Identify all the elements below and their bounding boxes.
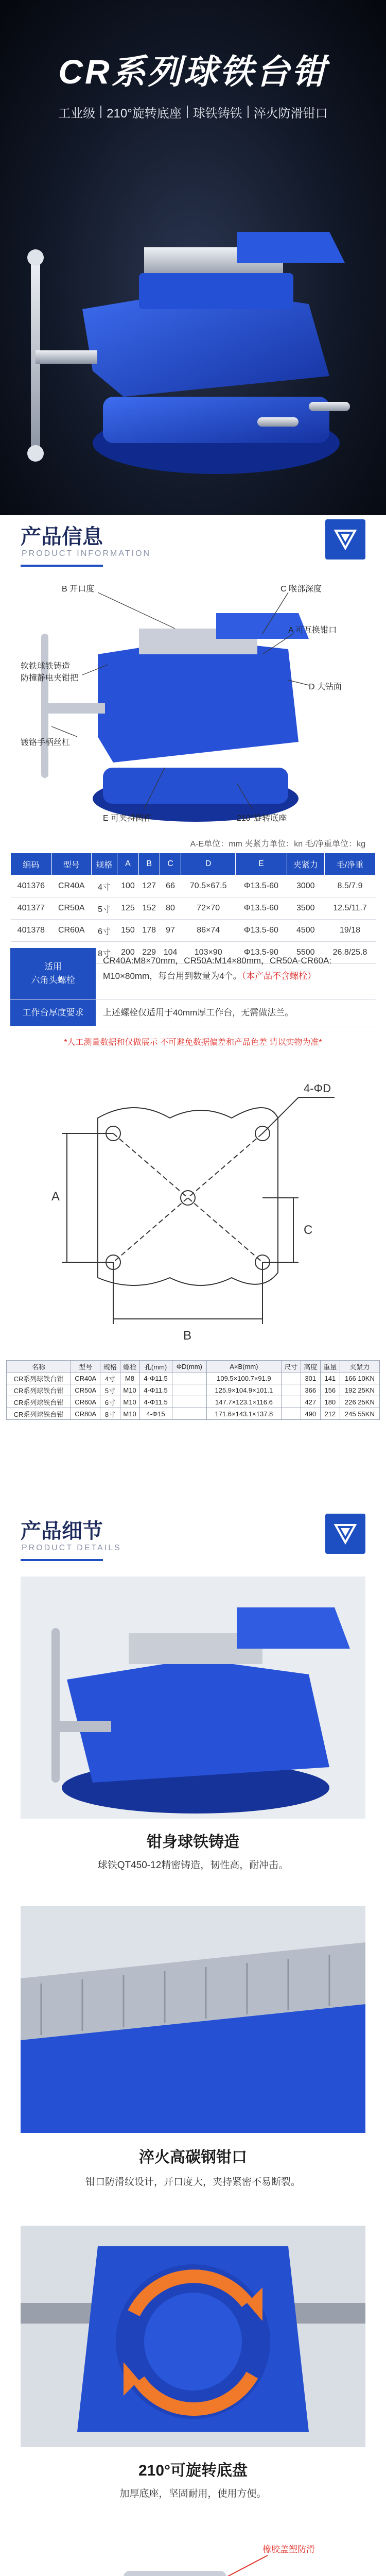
callout-screw: 镀铬手柄丝杠 [21,738,71,747]
spec-row [11,897,376,920]
detail-title: 钳身球铁铸造 [147,1834,239,1851]
spec-row [11,875,376,897]
detail-body-image [21,1577,365,1819]
table-cell: 66 [160,875,181,897]
hero-title: CR系列球铁台钳 [58,53,328,91]
table-cell: 171.6×143.1×137.8 [207,1408,282,1420]
table-cell: 401376 [11,875,52,897]
label-rubber-cap: 橡胶盖塑防滑 [262,2545,315,2554]
mounting-row [7,1384,380,1396]
table-cell: 5寸 [100,1384,120,1396]
table-cell: 180 [320,1396,340,1408]
detail-screw-image [21,2535,365,2576]
table-cell: CR60A [51,920,91,942]
column-header: 毛/净重 [325,853,376,875]
table-cell [281,1396,301,1408]
table-cell: 125 [117,897,138,920]
note-body: CR40A:M8×70mm，CR50A:M14×80mm，CR50A-CR60A: M10×80mm，每台用到数量为4个。 [103,956,332,981]
table-cell: 5500 [287,942,324,964]
feature-2: 210°旋转底座 [107,106,182,121]
mounting-table-body [7,1372,380,1420]
table-cell: 12.5/11.7 [325,897,376,920]
dim-c-label: C [304,1223,313,1237]
column-header: 孔(mm) [139,1361,172,1372]
table-cell: 97 [160,920,181,942]
table-cell: 72×70 [181,897,236,920]
brand-logo-icon [325,519,365,560]
detail-caption [21,2133,365,2205]
note-row [10,948,376,1000]
column-header: C [160,853,181,875]
column-header: 名称 [7,1361,71,1372]
column-header: 尺寸 [281,1361,301,1372]
callout-c: C 喉部深度 [280,585,322,594]
vise-hero-image [21,155,371,495]
table-cell: 6寸 [91,920,117,942]
table-cell: 104 [160,942,181,964]
column-header: 型号 [51,853,91,875]
column-header: A [117,853,138,875]
table-cell: CR60A [71,1396,100,1408]
note-row [10,1000,376,1026]
table-cell: CR40A [71,1372,100,1384]
column-header: A×B(mm) [207,1361,282,1372]
column-header: 夹紧力 [287,853,324,875]
note-text [96,948,376,999]
note-label: 适用 六角头螺栓 [10,948,96,999]
section-subtitle: PRODUCT INFORMATION [22,549,151,558]
spec-table-header [11,853,376,875]
table-cell: 245 55KN [340,1408,379,1420]
table-cell: 401378 [11,920,52,942]
table-cell: 200 [117,942,138,964]
table-cell: 125.9×104.9×101.1 [207,1384,282,1396]
vise-diagram [21,572,365,829]
table-cell: 229 [138,942,160,964]
product-info-header [21,515,365,572]
note-text: 上述螺栓仅适用于40mm厚工作台，无需做法兰。 [103,1008,294,1018]
column-header: 高度 [301,1361,320,1372]
section-title: 产品细节 [21,1520,103,1543]
detail-caption [21,1819,365,1886]
table-cell: 178 [138,920,160,942]
table-cell: 147.7×123.1×116.6 [207,1396,282,1408]
table-cell [172,1408,207,1420]
table-cell: 490 [301,1408,320,1420]
table-cell [172,1396,207,1408]
detail-panel-screw [21,2535,365,2576]
table-cell: 301 [301,1372,320,1384]
table-cell: 212 [320,1408,340,1420]
table-cell: CR50A [71,1384,100,1396]
mounting-drawing [31,1061,355,1350]
spec-row [11,920,376,942]
hero-banner [0,0,386,515]
table-cell: 109.5×100.7×91.9 [207,1372,282,1384]
feature-3: 球铁铸铁 [192,106,242,121]
column-header: ΦD(mm) [172,1361,207,1372]
column-header: 规格 [100,1361,120,1372]
units-note: A-E单位：mm 夹紧力单位：kn 毛/净重单位：kg [190,840,365,849]
table-cell: CR系列球铁台钳 [7,1408,71,1420]
detail-caption [21,2447,365,2514]
callout-base: 210°旋转底座 [237,814,287,823]
table-cell: CR50A [51,897,91,920]
table-cell: 192 25KN [340,1384,379,1396]
table-cell: 86×74 [181,920,236,942]
table-cell: 4-Φ15 [139,1408,172,1420]
table-cell: 152 [138,897,160,920]
brand-logo-icon [325,1514,365,1554]
dim-a-label: A [51,1190,60,1204]
table-cell: 150 [117,920,138,942]
table-cell [281,1408,301,1420]
table-cell: 127 [138,875,160,897]
table-cell: 4寸 [100,1372,120,1384]
vise-diagram-image [21,572,365,829]
table-cell: 4-Φ11.5 [139,1372,172,1384]
table-cell: 3500 [287,897,324,920]
section-subtitle: PRODUCT DETAILS [22,1544,121,1552]
section-title: 产品信息 [21,526,103,548]
column-header: 重量 [320,1361,340,1372]
detail-title: 淬火高碳钢钳口 [139,2149,247,2166]
detail-text: 球铁QT450-12精密铸造，韧性高，耐冲击。 [97,1860,289,1871]
table-cell: Φ13.5-60 [236,920,287,942]
column-header: 型号 [71,1361,100,1372]
mounting-table-header [7,1361,380,1372]
feature-4: 淬火防滑钳口 [253,106,328,121]
table-cell: 4-Φ11.5 [139,1396,172,1408]
column-header: 螺栓 [120,1361,139,1372]
callout-d: D 大钻面 [309,683,342,691]
mounting-row [7,1372,380,1384]
table-cell: Φ13.5-60 [236,897,287,920]
disclaimer: *人工测量数据和仅做展示 不可避免数据偏差和产品色差 请以实物为准* [64,1038,322,1047]
table-cell: CR80A [71,1408,100,1420]
table-cell: 5寸 [91,897,117,920]
table-cell: Φ13.5-90 [236,942,287,964]
product-details-header [21,1510,365,1566]
detail-title: 210°可旋转底盘 [138,2462,248,2479]
table-cell: 3000 [287,875,324,897]
dim-d-label: 4-ΦD [304,1082,331,1095]
table-cell: 8寸 [91,942,117,964]
install-notes [10,948,376,1026]
callout-a: A 可互换钳口 [288,626,337,635]
section-underline [21,1559,103,1561]
table-cell: 70.5×67.5 [181,875,236,897]
dim-b-label: B [183,1329,192,1343]
table-cell: 156 [320,1384,340,1396]
column-header: 夹紧力 [340,1361,379,1372]
column-header: D [181,853,236,875]
table-cell: 8.5/7.9 [325,875,376,897]
detail-base-image [21,2226,365,2447]
table-cell: CR系列球铁台钳 [7,1384,71,1396]
column-header: E [236,853,287,875]
detail-panel-jaw [21,1906,365,2205]
table-cell: CR系列球铁台钳 [7,1396,71,1408]
table-cell: M10 [120,1408,139,1420]
table-cell: 366 [301,1384,320,1396]
table-cell: 6寸 [100,1396,120,1408]
table-cell: 8寸 [100,1408,120,1420]
table-cell [281,1384,301,1396]
table-cell: 80 [160,897,181,920]
note-warning: （本产品不含螺栓） [241,971,317,981]
note-label: 工作台厚度要求 [10,1000,96,1026]
table-cell: CR系列球铁台钳 [7,1372,71,1384]
table-cell: 4-Φ11.5 [139,1384,172,1396]
callout-e: E 可夹持圆件 [103,814,152,823]
table-cell [281,1372,301,1384]
table-cell: 141 [320,1372,340,1384]
table-cell: M8 [120,1372,139,1384]
table-cell: 26.8/25.8 [325,942,376,964]
detail-jaw-image [21,1906,365,2133]
table-cell: CR40A [51,875,91,897]
mounting-row [7,1408,380,1420]
detail-text: 加厚底座，坚固耐用，使用方便。 [119,2488,267,2499]
hero-features [31,100,355,123]
table-cell: 166 10KN [340,1372,379,1384]
table-cell [172,1372,207,1384]
column-header: B [138,853,160,875]
table-cell: M10 [120,1384,139,1396]
table-cell: Φ13.5-60 [236,875,287,897]
table-cell [172,1384,207,1396]
spec-table [10,853,376,964]
table-cell: M10 [120,1396,139,1408]
table-cell: 427 [301,1396,320,1408]
mounting-row [7,1396,380,1408]
table-cell: 100 [117,875,138,897]
section-underline [21,565,103,567]
callout-b: B 开口度 [62,585,95,594]
callout-anvil: 软铁球铁铸造 防撞静电夹钳把 [21,662,79,683]
table-cell: 226 25KN [340,1396,379,1408]
detail-text: 钳口防滑纹设计，开口度大，夹持紧密不易断裂。 [85,2177,301,2188]
table-cell: 401377 [11,897,52,920]
table-cell: 4寸 [91,875,117,897]
table-cell: 19/18 [325,920,376,942]
feature-1: 工业级 [58,106,96,121]
table-cell: 4500 [287,920,324,942]
detail-panel-base [21,2226,365,2514]
table-cell: 103×90 [181,942,236,964]
detail-panel-body [21,1577,365,1886]
mounting-table [6,1360,380,1420]
column-header: 规格 [91,853,117,875]
column-header: 编码 [11,853,52,875]
